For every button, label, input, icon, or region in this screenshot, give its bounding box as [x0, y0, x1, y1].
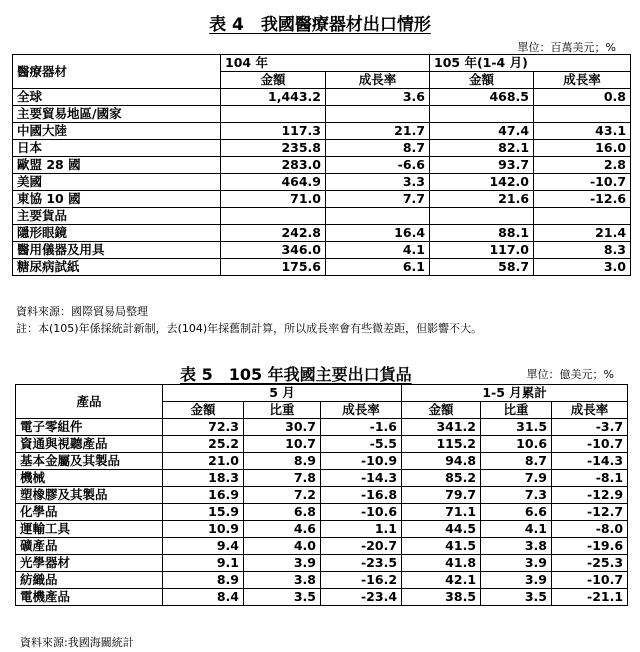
- table5-row: [16, 487, 628, 504]
- table5-row: [16, 504, 628, 521]
- table5-row-label: 紡織品: [16, 572, 163, 589]
- table5-amount-cum: 79.7: [402, 487, 481, 504]
- table4-empty-cell: [430, 208, 534, 225]
- table5-row: [16, 436, 628, 453]
- table5-growth-may: -10.6: [321, 504, 402, 521]
- table5-row-label: 礦產品: [16, 538, 163, 555]
- table4-growth-header-2: 成長率: [534, 72, 631, 89]
- table4-header-row-1: [13, 55, 631, 72]
- table5-share-cum: 3.8: [481, 538, 552, 555]
- table5-growth-header-1: 成長率: [321, 402, 402, 419]
- table5-share-may: 3.9: [244, 555, 321, 572]
- table5-row: [16, 521, 628, 538]
- table5-row-label: 運輸工具: [16, 521, 163, 538]
- table5-source: 資料來源:我國海關統計: [20, 636, 134, 649]
- table5-share-cum: 7.3: [481, 487, 552, 504]
- table4-amount-104: 283.0: [221, 157, 326, 174]
- table5-growth-header-2: 成長率: [552, 402, 628, 419]
- table4-row-label: 日本: [13, 140, 221, 157]
- table4-row-label: 歐盟 28 國: [13, 157, 221, 174]
- table5-row-label: 電子零組件: [16, 419, 163, 436]
- table4-growth-104: 3.6: [326, 89, 430, 106]
- table4-row: [13, 225, 631, 242]
- table5-amount-may: 18.3: [163, 470, 244, 487]
- table5-share-cum: 10.6: [481, 436, 552, 453]
- table4-amount-105: 82.1: [430, 140, 534, 157]
- table4-growth-105: 8.3: [534, 242, 631, 259]
- table5-share-may: 30.7: [244, 419, 321, 436]
- table4-row-label: 美國: [13, 174, 221, 191]
- table4-row: [13, 157, 631, 174]
- table5-growth-may: -10.9: [321, 453, 402, 470]
- table4-row: [13, 174, 631, 191]
- table4-amount-105: 88.1: [430, 225, 534, 242]
- table5-row-label: 基本金屬及其製品: [16, 453, 163, 470]
- table4-period1-header: 104 年: [221, 55, 430, 72]
- table4-row-label-header: 醫療器材: [13, 55, 221, 89]
- table4-growth-104: -6.6: [326, 157, 430, 174]
- table4-amount-104: 235.8: [221, 140, 326, 157]
- table4-growth-105: -10.7: [534, 174, 631, 191]
- table4-empty-cell: [221, 208, 326, 225]
- table5-growth-cum: -12.9: [552, 487, 628, 504]
- table5-growth-cum: -21.1: [552, 589, 628, 606]
- table5-row-label: 電機產品: [16, 589, 163, 606]
- table4-row-label: 主要貿易地區/國家: [13, 106, 221, 123]
- table4-row-label: 隱形眼鏡: [13, 225, 221, 242]
- table4-growth-104: 6.1: [326, 259, 430, 276]
- table5-growth-cum: -14.3: [552, 453, 628, 470]
- table4-period2-header: 105 年(1-4 月): [430, 55, 631, 72]
- table5-amount-may: 10.9: [163, 521, 244, 538]
- table5-share-may: 7.2: [244, 487, 321, 504]
- table5-growth-cum: -10.7: [552, 572, 628, 589]
- table5-growth-cum: -19.6: [552, 538, 628, 555]
- table5-share-cum: 31.5: [481, 419, 552, 436]
- table5: [15, 384, 628, 606]
- table4-growth-105: 43.1: [534, 123, 631, 140]
- table5-row: [16, 572, 628, 589]
- table4-amount-105: 142.0: [430, 174, 534, 191]
- table5-share-header-2: 比重: [481, 402, 552, 419]
- table4-amount-104: 242.8: [221, 225, 326, 242]
- table5-share-cum: 4.1: [481, 521, 552, 538]
- table4-row: [13, 259, 631, 276]
- table4-amount-105: 47.4: [430, 123, 534, 140]
- table4-row-label: 全球: [13, 89, 221, 106]
- table5-title: 表 5 105 年我國主要出口貨品: [180, 365, 412, 384]
- table5-share-cum: 3.5: [481, 589, 552, 606]
- table5-share-header-1: 比重: [244, 402, 321, 419]
- table5-growth-may: 1.1: [321, 521, 402, 538]
- table5-share-cum: 8.7: [481, 453, 552, 470]
- table5-unit: 單位：億美元；%: [526, 368, 614, 381]
- table4-empty-cell: [430, 106, 534, 123]
- table4-row: [13, 140, 631, 157]
- table4-row: [13, 242, 631, 259]
- table4-section-row: [13, 106, 631, 123]
- table4-empty-cell: [221, 106, 326, 123]
- table5-row: [16, 538, 628, 555]
- table4-empty-cell: [326, 208, 430, 225]
- table4-growth-104: 3.3: [326, 174, 430, 191]
- table5-amount-cum: 44.5: [402, 521, 481, 538]
- table5-row-label: 光學器材: [16, 555, 163, 572]
- table5-share-cum: 3.9: [481, 572, 552, 589]
- table5-amount-cum: 115.2: [402, 436, 481, 453]
- table5-header-row-1: [16, 385, 628, 402]
- table4-section-row: [13, 208, 631, 225]
- table5-growth-may: -20.7: [321, 538, 402, 555]
- table5-row: [16, 555, 628, 572]
- table4-amount-header-1: 金額: [221, 72, 326, 89]
- table5-growth-may: -23.4: [321, 589, 402, 606]
- table4-row-label: 主要貨品: [13, 208, 221, 225]
- table4-row-label: 醫用儀器及用具: [13, 242, 221, 259]
- table5-amount-cum: 38.5: [402, 589, 481, 606]
- table4-amount-105: 21.6: [430, 191, 534, 208]
- table4-empty-cell: [534, 106, 631, 123]
- table4-growth-104: 7.7: [326, 191, 430, 208]
- table5-growth-may: -14.3: [321, 470, 402, 487]
- table4-row: [13, 89, 631, 106]
- table5-period2-header: 1-5 月累計: [402, 385, 628, 402]
- table5-amount-may: 8.4: [163, 589, 244, 606]
- table4-growth-104: 8.7: [326, 140, 430, 157]
- table4-growth-105: 3.0: [534, 259, 631, 276]
- table5-row: [16, 470, 628, 487]
- table4-amount-104: 464.9: [221, 174, 326, 191]
- table5-amount-may: 21.0: [163, 453, 244, 470]
- table5-growth-cum: -3.7: [552, 419, 628, 436]
- table5-share-may: 4.0: [244, 538, 321, 555]
- table5-row: [16, 589, 628, 606]
- table4-amount-105: 58.7: [430, 259, 534, 276]
- table5-amount-cum: 71.1: [402, 504, 481, 521]
- table4-growth-105: 0.8: [534, 89, 631, 106]
- table4: [12, 54, 631, 276]
- table5-growth-cum: -12.7: [552, 504, 628, 521]
- table4-amount-104: 117.3: [221, 123, 326, 140]
- table5-row-label-header: 產品: [16, 385, 163, 419]
- table5-share-may: 3.8: [244, 572, 321, 589]
- table5-amount-may: 8.9: [163, 572, 244, 589]
- table4-growth-105: -12.6: [534, 191, 631, 208]
- table5-share-may: 3.5: [244, 589, 321, 606]
- table5-row: [16, 419, 628, 436]
- table4-amount-104: 175.6: [221, 259, 326, 276]
- table5-row-label: 塑橡膠及其製品: [16, 487, 163, 504]
- table5-growth-may: -23.5: [321, 555, 402, 572]
- table5-row-label: 機械: [16, 470, 163, 487]
- table4-growth-104: 16.4: [326, 225, 430, 242]
- table5-amount-cum: 341.2: [402, 419, 481, 436]
- table5-row-label: 資通與視聽產品: [16, 436, 163, 453]
- table5-amount-cum: 42.1: [402, 572, 481, 589]
- table4-amount-104: 1,443.2: [221, 89, 326, 106]
- table5-amount-may: 72.3: [163, 419, 244, 436]
- table4-unit: 單位：百萬美元；%: [517, 41, 616, 54]
- table5-period1-header: 5 月: [163, 385, 402, 402]
- table5-growth-may: -1.6: [321, 419, 402, 436]
- table5-amount-cum: 41.5: [402, 538, 481, 555]
- table4-row: [13, 123, 631, 140]
- table4-empty-cell: [326, 106, 430, 123]
- table5-share-may: 7.8: [244, 470, 321, 487]
- table5-amount-may: 9.4: [163, 538, 244, 555]
- table4-growth-105: 16.0: [534, 140, 631, 157]
- table4-growth-104: 4.1: [326, 242, 430, 259]
- table4-amount-105: 468.5: [430, 89, 534, 106]
- table4-row-label: 東協 10 國: [13, 191, 221, 208]
- table5-growth-cum: -10.7: [552, 436, 628, 453]
- table4-growth-105: 2.8: [534, 157, 631, 174]
- table5-share-may: 8.9: [244, 453, 321, 470]
- table5-share-cum: 6.6: [481, 504, 552, 521]
- table5-growth-cum: -8.1: [552, 470, 628, 487]
- table4-amount-header-2: 金額: [430, 72, 534, 89]
- table4-amount-105: 117.0: [430, 242, 534, 259]
- table4-amount-105: 93.7: [430, 157, 534, 174]
- table5-share-cum: 3.9: [481, 555, 552, 572]
- table4-note: 註：本(105)年係採統計新制，去(104)年採舊制計算，所以成長率會有些微差距，但影響不大。: [16, 322, 483, 335]
- table5-amount-cum: 41.8: [402, 555, 481, 572]
- table5-amount-header-2: 金額: [402, 402, 481, 419]
- table5-growth-may: -5.5: [321, 436, 402, 453]
- table5-share-may: 4.6: [244, 521, 321, 538]
- table5-growth-cum: -25.3: [552, 555, 628, 572]
- table5-growth-may: -16.2: [321, 572, 402, 589]
- table5-share-may: 6.8: [244, 504, 321, 521]
- table4-growth-header-1: 成長率: [326, 72, 430, 89]
- table4-row-label: 中國大陸: [13, 123, 221, 140]
- table4-row: [13, 191, 631, 208]
- table5-amount-may: 15.9: [163, 504, 244, 521]
- table4-amount-104: 71.0: [221, 191, 326, 208]
- table5-row: [16, 453, 628, 470]
- table4-row-label: 糖尿病試紙: [13, 259, 221, 276]
- table5-share-may: 10.7: [244, 436, 321, 453]
- table5-amount-cum: 85.2: [402, 470, 481, 487]
- table5-amount-may: 25.2: [163, 436, 244, 453]
- table5-row-label: 化學品: [16, 504, 163, 521]
- table5-amount-cum: 94.8: [402, 453, 481, 470]
- table5-amount-may: 9.1: [163, 555, 244, 572]
- table5-growth-may: -16.8: [321, 487, 402, 504]
- table5-share-cum: 7.9: [481, 470, 552, 487]
- table5-amount-header-1: 金額: [163, 402, 244, 419]
- table4-empty-cell: [534, 208, 631, 225]
- table5-growth-cum: -8.0: [552, 521, 628, 538]
- table4-title: 表 4 我國醫療器材出口情形: [209, 15, 431, 35]
- table4-growth-105: 21.4: [534, 225, 631, 242]
- table4-source: 資料來源：國際貿易局整理: [16, 305, 148, 318]
- table4-growth-104: 21.7: [326, 123, 430, 140]
- table5-amount-may: 16.9: [163, 487, 244, 504]
- table4-amount-104: 346.0: [221, 242, 326, 259]
